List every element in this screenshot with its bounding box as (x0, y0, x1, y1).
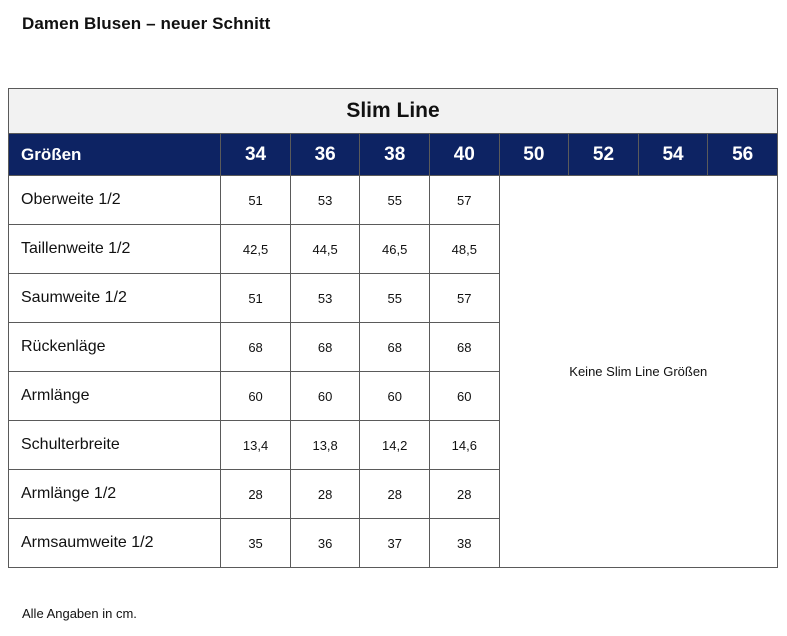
data-cell: 68 (360, 323, 430, 372)
data-cell: 44,5 (290, 225, 360, 274)
data-cell: 28 (290, 470, 360, 519)
table-header-row (9, 134, 778, 176)
table-row (9, 176, 778, 225)
data-cell: 68 (221, 323, 291, 372)
header-cell-size-34: 34 (221, 134, 291, 176)
row-label: Armsaumweite 1/2 (9, 519, 221, 568)
data-cell: 60 (360, 372, 430, 421)
data-cell: 36 (290, 519, 360, 568)
row-label: Rückenläge (9, 323, 221, 372)
footnote: Alle Angaben in cm. (22, 606, 137, 621)
header-cell-size-54: 54 (638, 134, 708, 176)
row-label: Oberweite 1/2 (9, 176, 221, 225)
data-cell: 28 (360, 470, 430, 519)
header-cell-size-40: 40 (430, 134, 500, 176)
page-title: Damen Blusen – neuer Schnitt (22, 14, 271, 33)
data-cell: 60 (221, 372, 291, 421)
size-table-container (8, 88, 778, 568)
data-cell: 55 (360, 274, 430, 323)
row-label: Armlänge 1/2 (9, 470, 221, 519)
data-cell: 42,5 (221, 225, 291, 274)
data-cell: 46,5 (360, 225, 430, 274)
data-cell: 53 (290, 176, 360, 225)
data-cell: 13,8 (290, 421, 360, 470)
table-caption: Slim Line (9, 89, 778, 134)
data-cell: 68 (290, 323, 360, 372)
data-cell: 51 (221, 274, 291, 323)
header-cell-size-52: 52 (569, 134, 639, 176)
header-cell-size-36: 36 (290, 134, 360, 176)
data-cell: 68 (430, 323, 500, 372)
data-cell: 28 (221, 470, 291, 519)
data-cell: 60 (290, 372, 360, 421)
data-cell: 48,5 (430, 225, 500, 274)
data-cell: 38 (430, 519, 500, 568)
table-caption-row (9, 89, 778, 134)
empty-sizes-note: Keine Slim Line Größen (499, 176, 777, 568)
header-cell-groessen: Größen (9, 134, 221, 176)
row-label: Schulterbreite (9, 421, 221, 470)
data-cell: 53 (290, 274, 360, 323)
row-label: Taillenweite 1/2 (9, 225, 221, 274)
data-cell: 60 (430, 372, 500, 421)
header-cell-size-50: 50 (499, 134, 569, 176)
header-cell-size-38: 38 (360, 134, 430, 176)
data-cell: 14,2 (360, 421, 430, 470)
data-cell: 51 (221, 176, 291, 225)
data-cell: 57 (430, 274, 500, 323)
size-table (8, 88, 778, 568)
data-cell: 35 (221, 519, 291, 568)
header-cell-size-56: 56 (708, 134, 778, 176)
data-cell: 28 (430, 470, 500, 519)
data-cell: 55 (360, 176, 430, 225)
row-label: Armlänge (9, 372, 221, 421)
data-cell: 14,6 (430, 421, 500, 470)
data-cell: 57 (430, 176, 500, 225)
data-cell: 13,4 (221, 421, 291, 470)
data-cell: 37 (360, 519, 430, 568)
row-label: Saumweite 1/2 (9, 274, 221, 323)
